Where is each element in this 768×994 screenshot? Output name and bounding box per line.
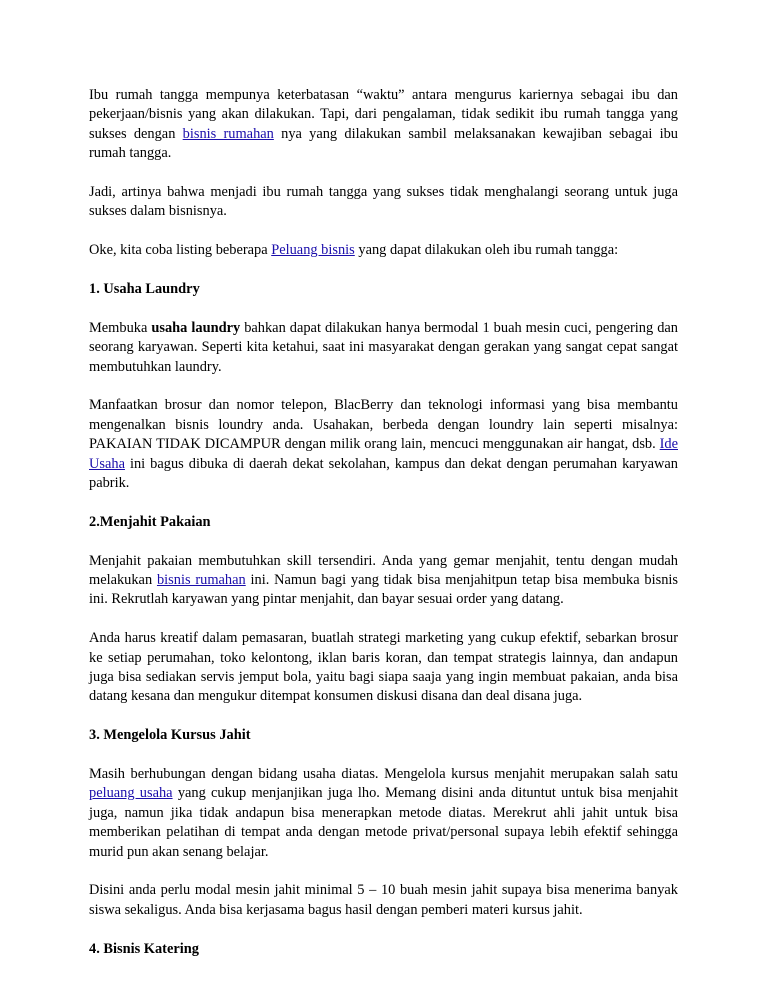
paragraph-laundry-2 bbox=[89, 396, 678, 493]
paragraph-laundry-1 bbox=[89, 319, 678, 377]
paragraph-text: Manfaatkan brosur dan nomor telepon, BlacBerry dan teknologi informasi yang bisa membantu mengenalkan bisnis loundry anda. Usahakan, berbeda dengan loundry lain seperti misalnya: PAKAIAN TIDAK DICAMPUR dengan milik orang lain, mencuci menggunakan air hangat, dsb. bbox=[89, 397, 678, 453]
paragraph-menjahit-2: Anda harus kreatif dalam pemasaran, buatlah strategi marketing yang cukup efektif, sebarkan brosur ke setiap perumahan, toko kelontong, iklan baris koran, dan tempat strategis lainnya, dan andapun juga bisa sediakan servis jemput bola, yaitu bagi siapa saaja yang ingin membuat pakaian, anda bisa datang kesana dan mengukur ditempat konsumen diskusi disana dan deal disana juga. bbox=[89, 630, 678, 705]
paragraph-text: Masih berhubungan dengan bidang usaha diatas. Mengelola kursus menjahit merupakan salah satu bbox=[89, 766, 678, 783]
paragraph-text: yang cukup menjanjikan juga lho. Memang disini anda dituntut untuk bisa menjahit juga, namun jika tidak andapun bisa menerapkan metode diatas. Merekrut ahli jahit untuk bisa memberikan pelatihan di tempat anda dengan metode privat/personal supaya lebih efektif sehingga murid pun akan senang belajar. bbox=[89, 785, 678, 860]
link-bisnis-rumahan[interactable]: bisnis rumahan bbox=[182, 125, 274, 142]
document-body bbox=[89, 86, 678, 978]
paragraph-text: bahkan dapat dilakukan hanya bermodal 1 buah mesin cuci, pengering dan seorang karyawan. Seperti kita ketahui, saat ini masyarakat dengan gerakan yang sangat cepat sangat membutuhkan laundry. bbox=[89, 319, 678, 375]
paragraph-menjahit-1 bbox=[89, 552, 678, 610]
paragraph-text: yang dapat dilakukan oleh ibu rumah tangga: bbox=[354, 242, 619, 259]
paragraph-conclusion: Jadi, artinya bahwa menjadi ibu rumah tangga yang sukses tidak menghalangi seorang untuk juga sukses dalam bisnisnya. bbox=[89, 184, 678, 220]
paragraph-text: Menjahit pakaian membutuhkan skill tersendiri. Anda yang gemar menjahit, tentu dengan mudah melakukan bbox=[89, 552, 678, 589]
link-bisnis-rumahan-2[interactable]: bisnis rumahan bbox=[156, 572, 246, 589]
bold-text-usaha-laundry: usaha laundry bbox=[151, 319, 241, 336]
paragraph-text: Oke, kita coba listing beberapa bbox=[89, 242, 272, 259]
paragraph-text: Ibu rumah tangga mempunya keterbatasan “waktu” antara mengurus kariernya sebagai ibu dan pekerjaan/bisnis yang akan dilakukan. Tapi, dari pengalaman, tidak sedikit ibu rumah tangga yang sukses dengan bbox=[89, 87, 678, 142]
heading-kursus-jahit: 3. Mengelola Kursus Jahit bbox=[89, 727, 251, 744]
heading-menjahit-pakaian: 2.Menjahit Pakaian bbox=[89, 513, 211, 530]
paragraph-kursus-1 bbox=[89, 765, 678, 862]
link-peluang-bisnis[interactable]: Peluang bisnis bbox=[271, 242, 355, 259]
paragraph-text: nya yang dilakukan sambil melaksanakan kewajiban sebagai ibu rumah tangga. bbox=[89, 125, 678, 162]
heading-usaha-laundry: 1. Usaha Laundry bbox=[89, 281, 200, 298]
paragraph-listing bbox=[89, 241, 678, 260]
heading-bisnis-katering: 4. Bisnis Katering bbox=[89, 940, 199, 957]
paragraph-text: ini. Namun bagi yang tidak bisa menjahitpun tetap bisa membuka bisnis ini. Rekrutlah karyawan yang pintar menjahit, dan bayar sesuai order yang datang. bbox=[89, 572, 678, 608]
paragraph-kursus-2: Disini anda perlu modal mesin jahit minimal 5 – 10 buah mesin jahit supaya bisa menerima banyak siswa sekaligus. Anda bisa kerjasama bagus hasil dengan pemberi materi kursus jahit. bbox=[89, 882, 678, 918]
link-peluang-usaha[interactable]: peluang usaha bbox=[89, 785, 173, 802]
link-ide-usaha[interactable]: Ide Usaha bbox=[89, 436, 678, 472]
paragraph-text: Membuka bbox=[89, 319, 152, 336]
paragraph-text: ini bagus dibuka di daerah dekat sekolahan, kampus dan dekat dengan perumahan karyawan pabrik. bbox=[89, 455, 678, 492]
paragraph-intro bbox=[89, 86, 678, 164]
